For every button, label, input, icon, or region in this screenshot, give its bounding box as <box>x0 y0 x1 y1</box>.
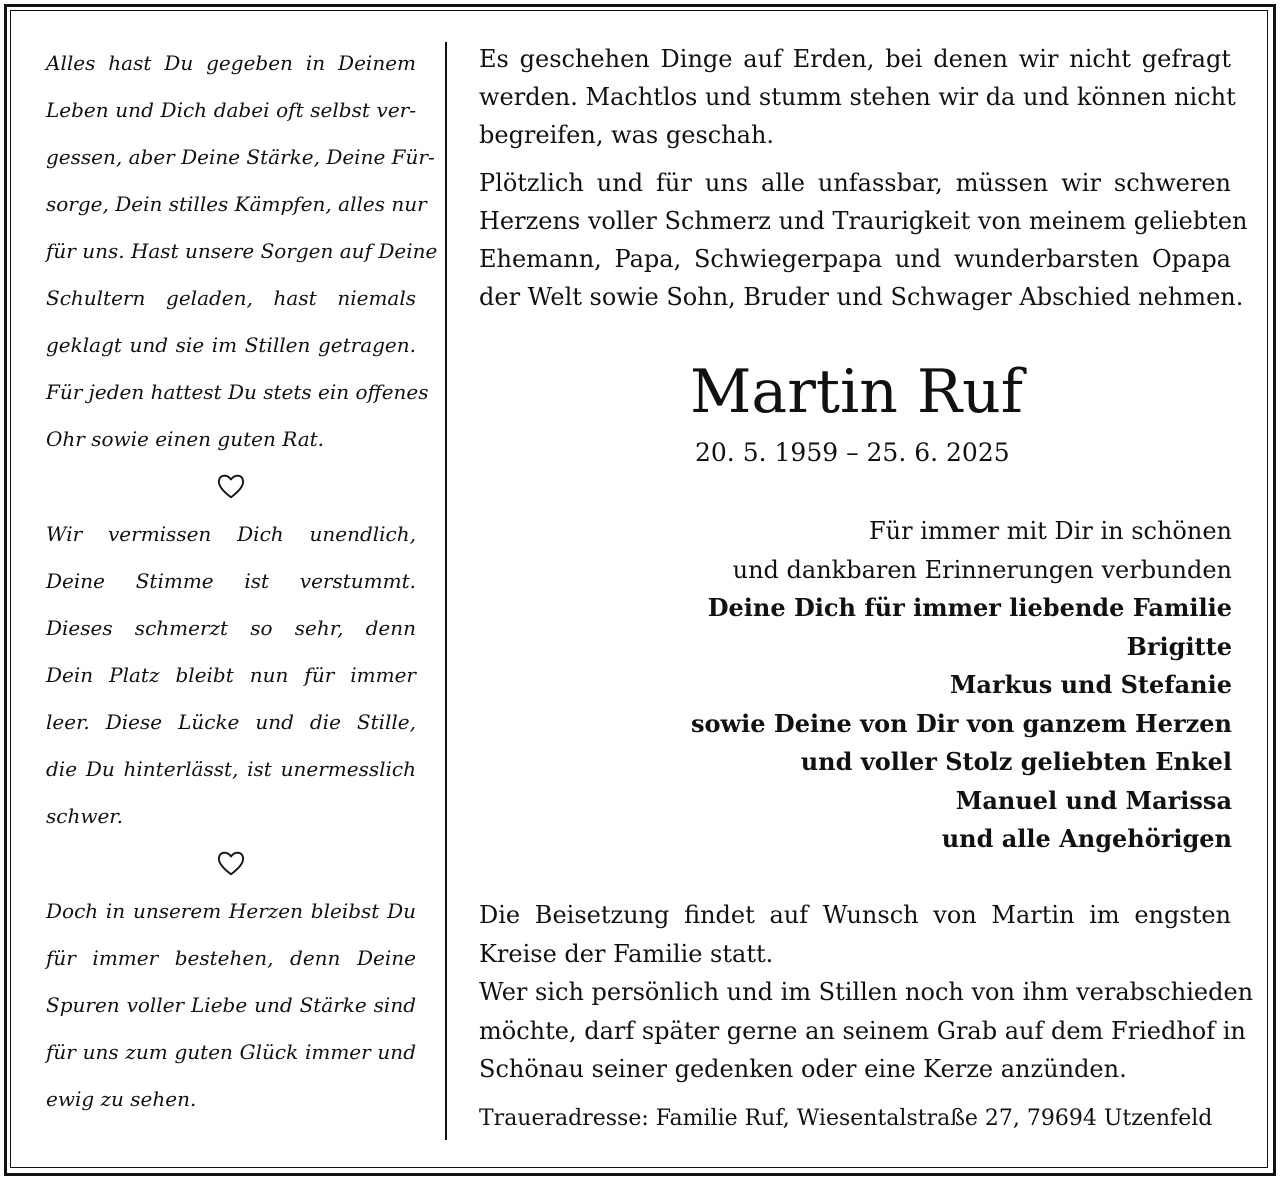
heart-outline-icon <box>216 471 246 501</box>
poem-line: Leben und Dich dabei oft selbst ver- <box>46 98 416 122</box>
poem-line: die Du hinterlässt, ist unermesslich <box>46 757 416 781</box>
poem-line: gessen, aber Deine Stärke, Deine Für- <box>46 145 435 169</box>
poem-line: für uns. Hast unsere Sorgen auf Deine <box>46 239 438 263</box>
text-line: werden. Machtlos und stumm stehen wir da und können nicht <box>479 83 1236 111</box>
poem-line: leer. Diese Lücke und die Stille, <box>46 710 416 734</box>
text-line: Es geschehen Dinge auf Erden, bei denen wir nicht gefragt <box>479 45 1231 73</box>
poem-line: Schultern geladen, hast niemals <box>46 286 416 310</box>
intro-text <box>479 40 1248 316</box>
poem-line: Wir vermissen Dich unendlich, <box>46 522 416 546</box>
poem-line: geklagt und sie im Stillen getragen. <box>46 333 416 357</box>
signature-bold-line: Deine Dich für immer liebende Familie <box>707 593 1232 622</box>
column-divider <box>445 42 447 1140</box>
text-line: Plötzlich und für uns alle unfassbar, müssen wir schweren <box>479 169 1231 197</box>
text-line: Die Beisetzung findet auf Wunsch von Martin im engsten <box>479 901 1231 929</box>
poem-stanza-3 <box>46 888 416 1123</box>
poem-line: Dieses schmerzt so sehr, denn <box>46 616 416 640</box>
signature-line: Für immer mit Dir in schönen <box>869 517 1232 545</box>
signature-bold-line: und voller Stolz geliebten Enkel <box>800 747 1232 776</box>
text-line: Wer sich persönlich und im Stillen noch von ihm verabschieden <box>479 978 1254 1006</box>
poem-line: Dein Platz bleibt nun für immer <box>46 663 416 687</box>
poem-line: für immer bestehen, denn Deine <box>46 946 416 970</box>
text-line: Ehemann, Papa, Schwiegerpapa und wunderbarsten Opapa <box>479 245 1231 273</box>
text-line: Schönau seiner gedenken oder eine Kerze anzünden. <box>479 1055 1127 1083</box>
text-line: begreifen, was geschah. <box>479 121 775 149</box>
poem-line: sorge, Dein stilles Kämpfen, alles nur <box>46 192 427 216</box>
poem-column <box>46 40 438 1123</box>
signature-bold-line: Manuel und Marissa <box>955 785 1232 815</box>
burial-paragraph-2 <box>479 973 1254 1089</box>
poem-stanza-2 <box>46 511 416 840</box>
intro-paragraph-2 <box>479 164 1248 316</box>
signature-bold-line: Brigitte <box>1126 631 1232 661</box>
poem-line: Spuren voller Liebe und Stärke sind <box>46 993 416 1017</box>
poem-line: Alles hast Du gegeben in Deinem <box>46 51 416 75</box>
poem-line: Doch in unserem Herzen bleibst Du <box>46 899 416 923</box>
poem-line: Für jeden hattest Du stets ein offenes <box>46 380 429 404</box>
life-dates: 20. 5. 1959 – 25. 6. 2025 <box>695 438 1010 467</box>
signature-bold-line: und alle Angehörigen <box>941 824 1232 853</box>
family-signature <box>691 512 1232 859</box>
text-line: Herzens voller Schmerz und Traurigkeit von meinem geliebten <box>479 207 1248 235</box>
poem-line: Deine Stimme ist verstummt. <box>46 569 416 593</box>
poem-stanza-1 <box>46 40 438 463</box>
poem-line: schwer. <box>46 804 124 828</box>
heart-outline-icon <box>216 848 246 878</box>
text-line: der Welt sowie Sohn, Bruder und Schwager Abschied nehmen. <box>479 283 1244 311</box>
poem-line: für uns zum guten Glück immer und <box>46 1040 416 1064</box>
text-line: möchte, darf später gerne an seinem Grab auf dem Friedhof in <box>479 1016 1246 1045</box>
signature-line: und dankbaren Erinnerungen verbunden <box>732 555 1232 584</box>
signature-bold-line: sowie Deine von Dir von ganzem Herzen <box>690 708 1232 738</box>
burial-paragraph-1 <box>479 896 1231 973</box>
text-line: Kreise der Familie statt. <box>479 939 774 968</box>
poem-line: ewig zu sehen. <box>46 1087 197 1111</box>
mourning-address: Traueradresse: Familie Ruf, Wiesentalstraße 27, 79694 Utzenfeld <box>479 1106 1213 1131</box>
deceased-name: Martin Ruf <box>690 357 1023 427</box>
intro-paragraph-1 <box>479 40 1236 154</box>
signature-bold-line: Markus und Stefanie <box>949 670 1232 699</box>
burial-notice <box>479 896 1254 1089</box>
poem-line: Ohr sowie einen guten Rat. <box>46 427 325 451</box>
